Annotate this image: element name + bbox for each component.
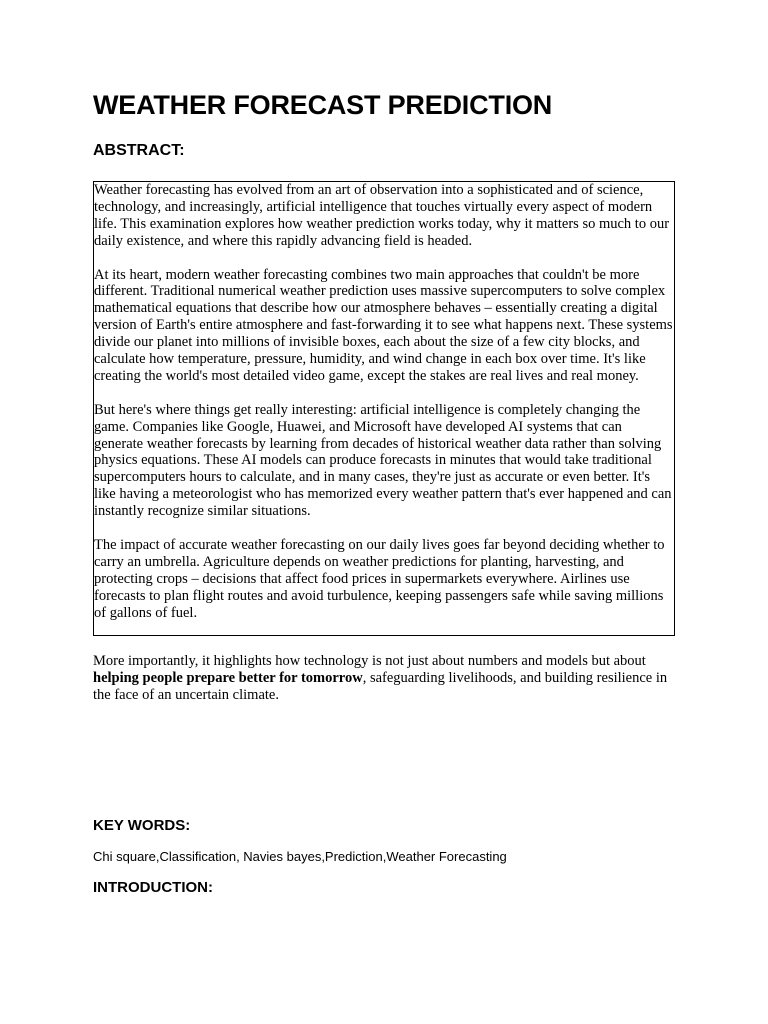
closing-paragraph: [93, 653, 683, 704]
introduction-heading: INTRODUCTION:: [93, 879, 213, 896]
abstract-paragraph-2: At its heart, modern weather forecasting combines two main approaches that couldn't be more different. Traditional numerical weather prediction uses massive supercomputers to solve complex mathematical equations that describe how our atmosphere behaves – essentially creating a digital version of Earth's entire atmosphere and fast-forwarding it to see what happens next. These systems divide our planet into millions of invisible boxes, each about the size of a few city blocks, and calculate how temperature, pressure, humidity, and wind change in each box over time. It's like creating the world's most detailed video game, except the stakes are real lives and real money.: [94, 266, 673, 384]
document-title: WEATHER FORECAST PREDICTION: [93, 90, 553, 120]
abstract-paragraph-4: The impact of accurate weather forecasting on our daily lives goes far beyond deciding whether to carry an umbrella. Agriculture depends on weather predictions for planting, harvesting, and protecting crops – decisions that affect food prices in supermarkets everywhere. Airlines use forecasts to plan flight routes and avoid turbulence, keeping passengers safe while saving millions of gallons of fuel.: [94, 536, 665, 621]
keywords-heading: KEY WORDS:: [93, 817, 191, 834]
keywords-list: Chi square,Classification, Navies bayes,Prediction,Weather Forecasting: [93, 849, 507, 864]
closing-text-start: More importantly, it highlights how technology is not just about numbers and models but about: [93, 653, 646, 669]
abstract-heading: ABSTRACT:: [93, 142, 185, 159]
closing-text-end: , safeguarding livelihoods, and building resilience in the face of an uncertain climate.: [93, 669, 668, 703]
abstract-paragraph-3: But here's where things get really interesting: artificial intelligence is completely changing the game. Companies like Google, Huawei, and Microsoft have developed AI systems that can generate weather forecasts by learning from decades of historical weather data rather than solving physics equations. These AI models can produce forecasts in minutes that would take traditional supercomputers hours to calculate, and in many cases, they're just as accurate or even better. It's like having a meteorologist who has memorized every weather pattern that's ever happened and can instantly recognize similar situations.: [94, 401, 672, 520]
abstract-text-box: [93, 181, 675, 636]
abstract-paragraph-1: Weather forecasting has evolved from an art of observation into a sophisticated and of science, technology, and increasingly, artificial intelligence that touches virtually every aspect of modern life. This examination explores how weather prediction works today, why it matters so much to our daily existence, and where this rapidly advancing field is headed.: [94, 182, 670, 249]
closing-text-bold: helping people prepare better for tomorrow: [93, 669, 363, 686]
